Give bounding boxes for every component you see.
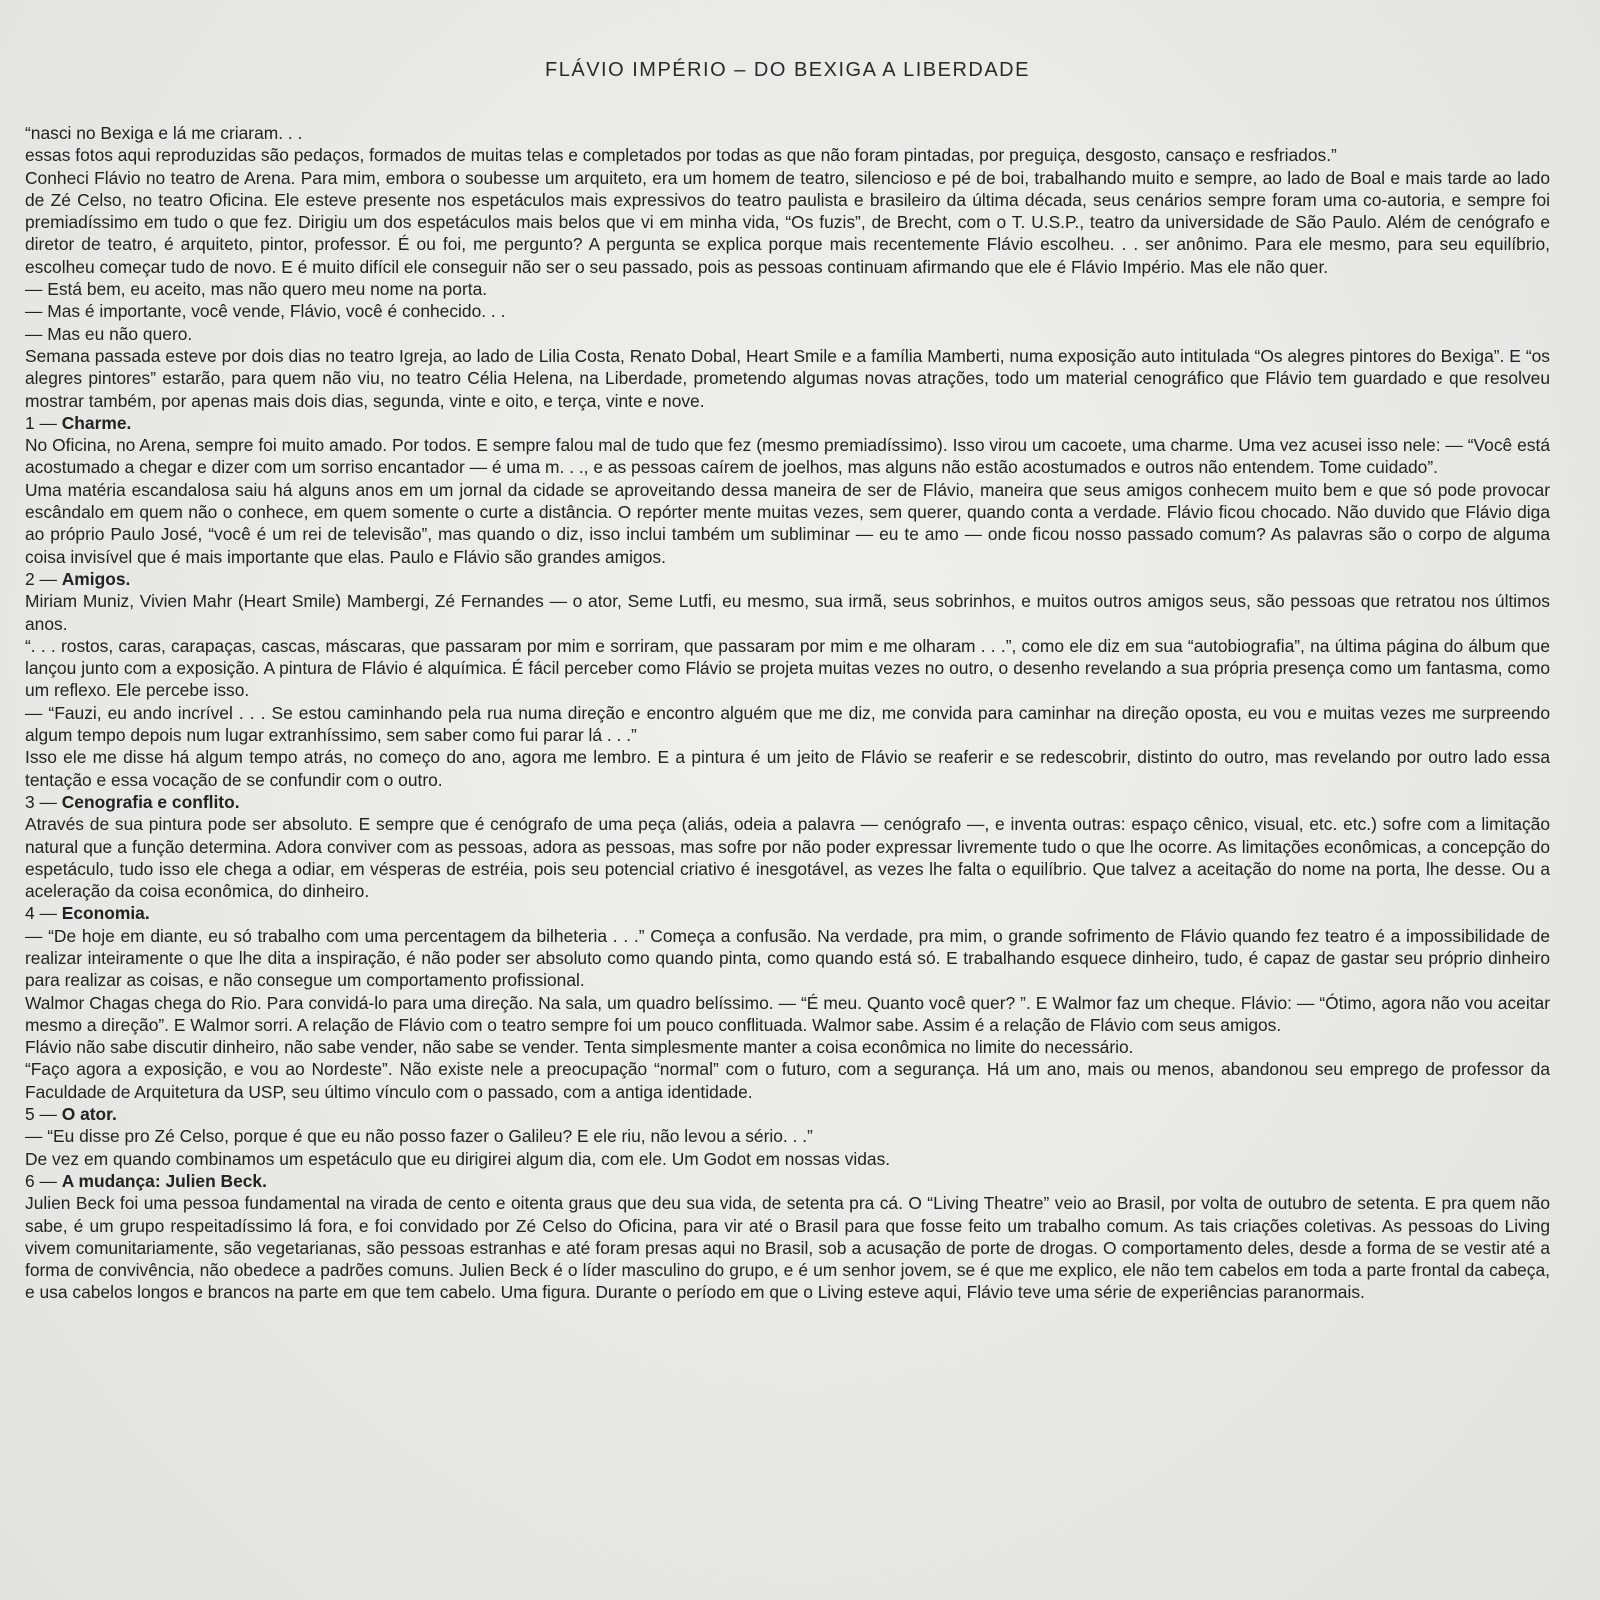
- paragraph: “Faço agora a exposição, e vou ao Nordeste”. Não existe nele a preocupação “normal” com o futuro, com a segurança. Há um ano, mais ou menos, abandonou seu emprego de professor da Faculdade de Arquitetura da USP, seu último vínculo com o passado, com a antiga identidade.: [25, 1059, 1550, 1102]
- section-heading: [25, 902, 1550, 924]
- section-heading: [25, 791, 1550, 813]
- section-title: Economia.: [61, 903, 150, 924]
- paragraph: De vez em quando combinamos um espetáculo que eu dirigirei algum dia, com ele. Um Godot em nossas vidas.: [25, 1148, 891, 1169]
- paragraph: Walmor Chagas chega do Rio. Para convidá-lo para uma direção. Na sala, um quadro belíssimo. — “É meu. Quanto você quer? ”. E Walmor faz um cheque. Flávio: — “Ótimo, agora não vou aceitar mesmo a direção”. E Walmor sorri. A relação de Flávio com o teatro sempre foi um pouco conflituada. Walmor sabe. Assim é a relação de Flávio com seus amigos.: [25, 992, 1550, 1035]
- paragraph: “nasci no Bexiga e lá me criaram. . .: [25, 123, 303, 143]
- paragraph: — Está bem, eu aceito, mas não quero meu nome na porta.: [25, 279, 488, 300]
- section-title: Charme.: [61, 412, 132, 433]
- paragraph: — “Fauzi, eu ando incrível . . . Se estou caminhando pela rua numa direção e encontro alguém que me diz, me convida para caminhar na direção oposta, eu vou e muitas vezes me surpreendo algum tempo depois num lugar extranhíssimo, sem saber como fui parar lá . . .”: [25, 702, 1550, 746]
- section-heading: [25, 412, 1550, 434]
- section-heading: [25, 1170, 1550, 1192]
- paragraph: Miriam Muniz, Vivien Mahr (Heart Smile) Mambergi, Zé Fernandes — o ator, Seme Lutfi, eu mesmo, sua irmã, seus sobrinhos, e muitos outros amigos seus, são pessoas que retratou nos últimos anos.: [25, 591, 1550, 634]
- paragraph: essas fotos aqui reproduzidas são pedaços, formados de muitas telas e completados por todas as que não foram pintadas, por preguiça, desgosto, cansaço e resfriados.”: [25, 145, 1337, 166]
- section-title: Amigos.: [61, 568, 131, 589]
- section-number: 3 —: [25, 791, 62, 812]
- section-title: Cenografia e conflito.: [61, 791, 240, 812]
- section-number: 4 —: [25, 903, 62, 924]
- article-body: [25, 122, 1550, 1304]
- paragraph: Julien Beck foi uma pessoa fundamental na virada de cento e oitenta graus que deu sua vida, de setenta pra cá. O “Living Theatre” veio ao Brasil, por volta de outubro de setenta. E pra quem não sabe, é um grupo respeitadíssimo lá fora, e foi convidado por Zé Celso do Oficina, para vir até o Brasil para que fosse feito um trabalho comum. As tais criações coletivas. As pessoas do Living vivem comunitariamente, são vegetarianas, são pessoas estranhas e até foram presas aqui no Brasil, sob a acusação de porte de drogas. O comportamento deles, desde a forma de se vestir até a forma de convivência, não obedece a padrões comuns. Julien Beck é o líder masculino do grupo, e é um senhor jovem, se é que me explico, ele não tem cabelos em toda a parte frontal da cabeça, e usa cabelos longos e brancos na parte em que tem cabelo. Uma figura. Durante o período em que o Living esteve aqui, Flávio teve uma série de experiências paranormais.: [25, 1193, 1550, 1303]
- section-heading: [25, 1103, 1550, 1125]
- paragraph: No Oficina, no Arena, sempre foi muito amado. Por todos. E sempre falou mal de tudo que fez (mesmo premiadíssimo). Isso virou um cacoete, uma charme. Uma vez acusei isso nele: — “Você está acostumado a chegar e dizer com um sorriso encantador — é uma m. . ., e as pessoas caírem de joelhos, mas alguns não estão acostumados e outros não entendem. Tome cuidado”.: [25, 435, 1550, 478]
- section-heading: [25, 568, 1550, 590]
- paragraph: — Mas é importante, você vende, Flávio, você é conhecido. . .: [25, 301, 506, 322]
- paragraph: Flávio não sabe discutir dinheiro, não sabe vender, não sabe se vender. Tenta simplesmente manter a coisa econômica no limite do necessário.: [25, 1037, 1134, 1058]
- paragraph: “. . . rostos, caras, carapaças, cascas, máscaras, que passaram por mim e sorriram, que passaram por mim e me olharam . . .”, como ele diz em sua “autobiografia”, na última página do álbum que lançou junto com a exposição. A pintura de Flávio é alquímica. É fácil perceber como Flávio se projeta muitas vezes no outro, o desenho revelando a sua própria presença como um fantasma, como um reflexo. Ele percebe isso.: [25, 635, 1550, 701]
- section-number: 2 —: [25, 568, 62, 589]
- section-number: 6 —: [25, 1170, 62, 1191]
- section-number: 1 —: [25, 412, 62, 433]
- paragraph: Através de sua pintura pode ser absoluto. E sempre que é cenógrafo de uma peça (aliás, odeia a palavra — cenógrafo —, e inventa outras: espaço cênico, visual, etc. etc.) sofre com a limitação natural que a função determina. Adora conviver com as pessoas, adora as pessoas, mas sofre por não poder expressar livremente tudo o que lhe ocorre. As limitações econômicas, a concepção do espetáculo, tudo isso ele chega a odiar, em vésperas de estréia, pois seu potencial criativo é inesgotável, as vezes lhe falta o equilíbrio. Que talvez a aceitação do nome na porta, lhe desse. Ou a aceleração da coisa econômica, do dinheiro.: [25, 814, 1550, 902]
- paragraph: Conheci Flávio no teatro de Arena. Para mim, embora o soubesse um arquiteto, era um homem de teatro, silencioso e pé de boi, trabalhando muito e sempre, ao lado de Boal e mais tarde ao lado de Zé Celso, no teatro Oficina. Ele esteve presente nos espetáculos mais expressivos do teatro paulista e brasileiro da última década, seus cenários sempre foram uma co-autoria, e sempre foi premiadíssimo em tudo o que fez. Dirigiu um dos espetáculos mais belos que vi em minha vida, “Os fuzis”, de Brecht, com o T. U.S.P., teatro da universidade de São Paulo. Além de cenógrafo e diretor de teatro, é arquiteto, pintor, professor. É ou foi, me pergunto? A pergunta se explica porque mais recentemente Flávio escolheu. . . ser anônimo. Para ele mesmo, para seu equilíbrio, escolheu começar tudo de novo. E é muito difícil ele conseguir não ser o seu passado, pois as pessoas continuam afirmando que ele é Flávio Império. Mas ele não quer.: [25, 167, 1550, 277]
- section-title: A mudança: Julien Beck.: [61, 1170, 267, 1191]
- paragraph: Isso ele me disse há algum tempo atrás, no começo do ano, agora me lembro. E a pintura é um jeito de Flávio se reaferir e se redescobrir, distinto do outro, mas revelando por outro lado essa tentação e essa vocação de se confundir com o outro.: [25, 747, 1550, 790]
- page-title: FLÁVIO IMPÉRIO – DO BEXIGA A LIBERDADE: [545, 59, 1030, 81]
- section-title: O ator.: [61, 1104, 117, 1125]
- paragraph: Semana passada esteve por dois dias no teatro Igreja, ao lado de Lilia Costa, Renato Dobal, Heart Smile e a família Mamberti, numa exposição auto intitulada “Os alegres pintores do Bexiga”. E “os alegres pintores” estarão, para quem não viu, no teatro Célia Helena, na Liberdade, prometendo algumas novas atrações, todo um material cenográfico que Flávio tem guardado e que resolveu mostrar também, por apenas mais dois dias, segunda, vinte e oito, e terça, vinte e nove.: [25, 345, 1550, 411]
- paragraph: — “Eu disse pro Zé Celso, porque é que eu não posso fazer o Galileu? E ele riu, não levou a sério. . .”: [25, 1126, 813, 1147]
- paragraph: — Mas eu não quero.: [25, 323, 193, 344]
- paragraph: Uma matéria escandalosa saiu há alguns anos em um jornal da cidade se aproveitando dessa maneira de ser de Flávio, maneira que seus amigos conhecem muito bem e que só pode provocar escândalo em quem não o conhece, em quem somente o curte a distância. O repórter mente muitas vezes, sem querer, quando conta a verdade. Flávio ficou chocado. Não duvido que Flávio diga ao próprio Paulo José, “você é um rei de televisão”, mas quando o diz, isso inclui também um subliminar — eu te amo — onde ficou nosso passado comum? As palavras são o corpo de alguma coisa invisível que é mais importante que elas. Paulo e Flávio são grandes amigos.: [25, 479, 1550, 567]
- paragraph: — “De hoje em diante, eu só trabalho com uma percentagem da bilheteria . . .” Começa a confusão. Na verdade, pra mim, o grande sofrimento de Flávio quando fez teatro é a impossibilidade de realizar inteiramente o que lhe dita a inspiração, é não poder ser absoluto como quando pinta, como quando está só. E trabalhando esquece dinheiro, tudo, é capaz de gastar seu próprio dinheiro para realizar as coisas, e não consegue um comportamento profissional.: [25, 925, 1550, 991]
- section-number: 5 —: [25, 1104, 62, 1125]
